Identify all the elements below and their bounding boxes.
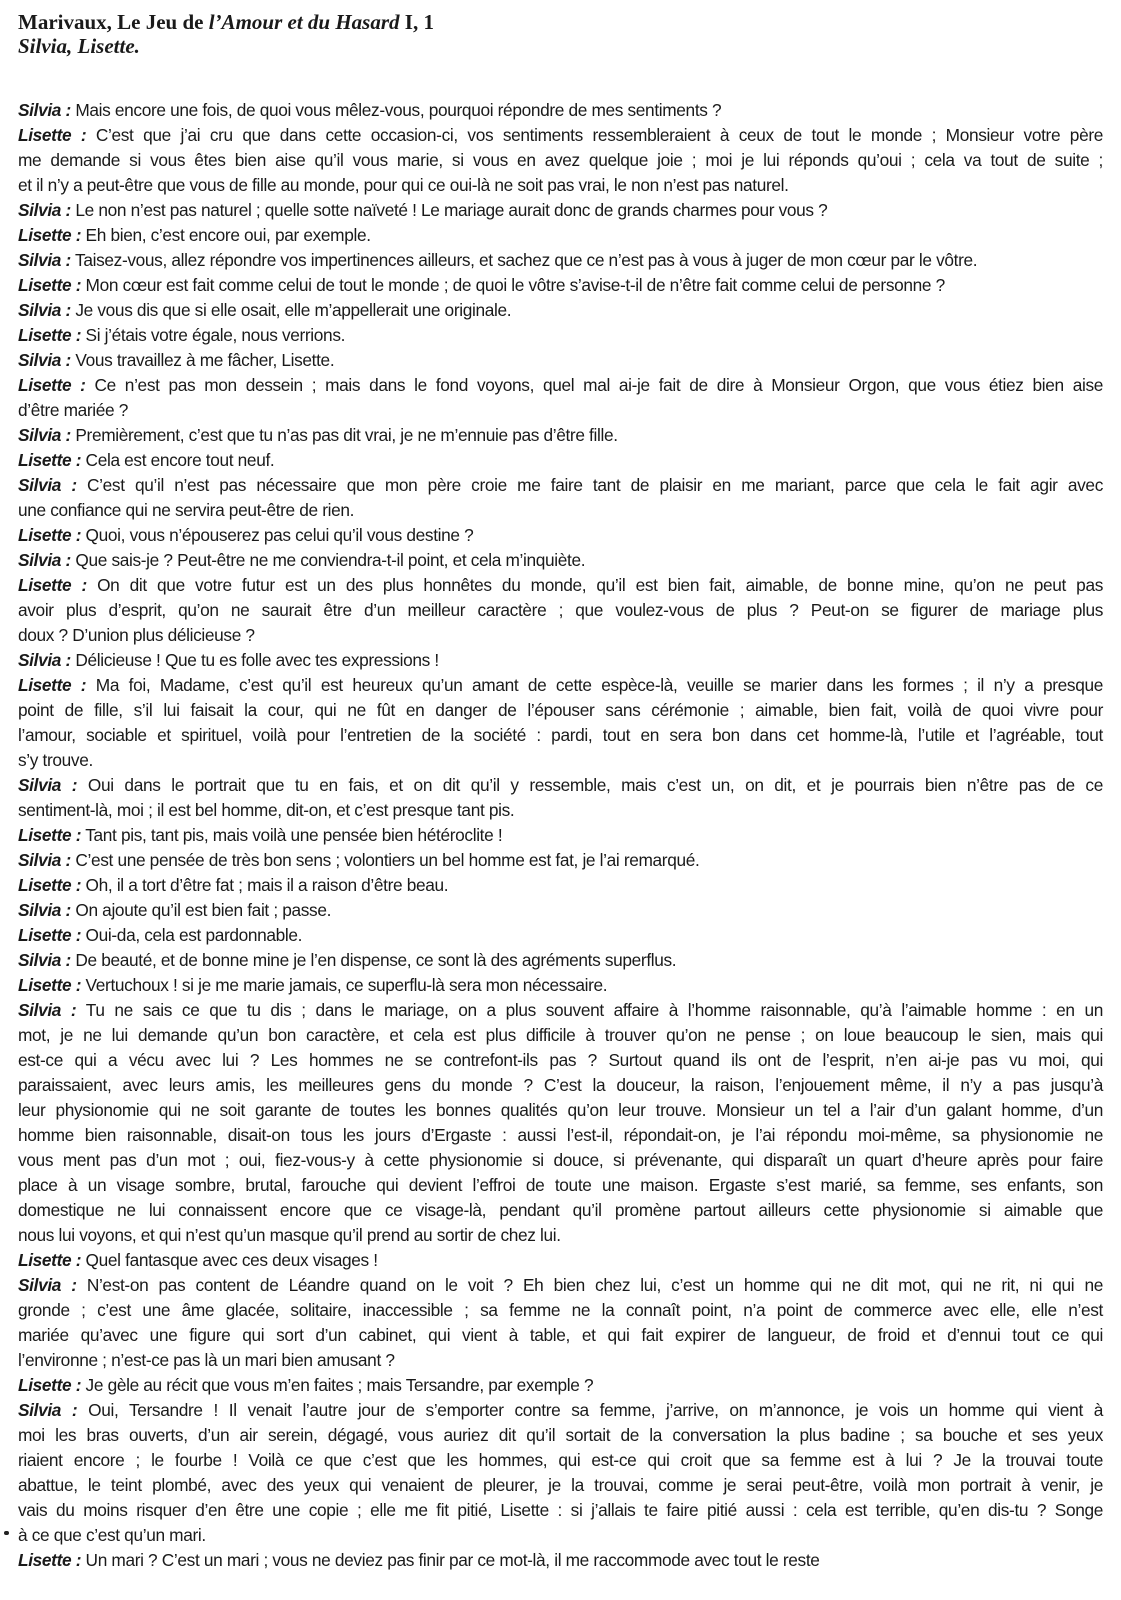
line-text: avoir plus d’esprit, qu’on ne saurait être d’un meilleur caractère ; que voulez-vous de plus ? Peut-on se figurer de mariage plus [18, 600, 1103, 620]
speaker-name: Lisette : [18, 1550, 82, 1570]
dialogue-line [18, 1473, 1103, 1498]
speaker-name: Silvia : [18, 425, 71, 445]
dialogue-line [18, 1423, 1103, 1448]
line-text: sentiment-là, moi ; il est bel homme, dit-on, et c’est presque tant pis. [18, 800, 515, 820]
speaker-name: Silvia : [18, 300, 71, 320]
dialogue-line [18, 148, 1103, 173]
dialogue-line [18, 623, 1103, 648]
line-text: Premièrement, c’est que tu n’as pas dit vrai, je ne m’ennuie pas d’être fille. [70, 425, 618, 445]
dialogue-line [18, 1098, 1103, 1123]
dialogue-line [18, 973, 1103, 998]
dialogue-line [18, 1448, 1103, 1473]
line-text: C’est que j’ai cru que dans cette occasion-ci, vos sentiments ressembleraient à ceux de tout le monde ; Monsieur votre père [86, 125, 1103, 145]
line-text: Que sais-je ? Peut-être ne me conviendra-t-il point, et cela m’inquiète. [70, 550, 586, 570]
title-text: Marivaux, Le Jeu de [18, 10, 209, 34]
line-text: Oui-da, cela est pardonnable. [81, 925, 303, 945]
dialogue-line [18, 323, 1103, 348]
dialogue-line [18, 1198, 1103, 1223]
line-text: l’environne ; n’est-ce pas là un mari bien amusant ? [18, 1350, 395, 1370]
line-text: Un mari ? C’est un mari ; vous ne deviez pas finir par ce mot-là, il me raccommode avec tout le reste [81, 1550, 820, 1570]
line-text: Si j’étais votre égale, nous verrions. [81, 325, 346, 345]
line-text: moi les bras ouverts, d’un air serein, dégagé, vous auriez dit qu’il sortait de la conversation la plus badine ; sa bouche et ses yeux [18, 1425, 1103, 1445]
line-text: une confiance qui ne servira peut-être de rien. [18, 500, 355, 520]
speaker-name: Silvia : [18, 1275, 77, 1295]
line-text: N’est-on pas content de Léandre quand on le voit ? Eh bien chez lui, c’est un homme qui ne dit mot, qui ne rit, ni qui ne [76, 1275, 1103, 1295]
dialogue-line [18, 523, 1103, 548]
speaker-name: Silvia : [18, 850, 71, 870]
dialogue-line [18, 498, 1103, 523]
speaker-name: Lisette : [18, 375, 86, 395]
line-text: Délicieuse ! Que tu es folle avec tes expressions ! [70, 650, 439, 670]
dialogue-line [18, 848, 1103, 873]
line-text: Vous travaillez à me fâcher, Lisette. [70, 350, 335, 370]
line-text: Ma foi, Madame, c’est qu’il est heureux qu’un amant de cette espèce-là, veuille se marier dans les formes ; il n’y a presque [86, 675, 1104, 695]
line-text: Oui dans le portrait que tu en fais, et on dit qu’il y ressemble, mais c’est un, on dit, et je pourrais bien n’être pas de ce [77, 775, 1103, 795]
line-text: riaient encore ; le fourbe ! Voilà ce que c’est que les hommes, qui est-ce qui croit que sa femme est à lui ? Je la trouvai toute [18, 1450, 1103, 1470]
document-page [18, 10, 1103, 1573]
line-text: C’est qu’il n’est pas nécessaire que mon père croie me faire tant de plaisir en me mariant, parce que cela le fait agir avec [76, 475, 1103, 495]
dialogue-line [18, 998, 1103, 1023]
speaker-name: Silvia : [18, 550, 71, 570]
line-text: mot, je ne lui demande qu’un bon caractère, et cela est plus difficile à trouver qu’on ne pense ; on loue beaucoup le sien, mais qui [18, 1025, 1103, 1045]
dialogue-line [18, 98, 1103, 123]
dialogue-line [18, 1123, 1103, 1148]
scan-speck [4, 1531, 9, 1535]
dialogue-line [18, 1348, 1103, 1373]
dialogue-line [18, 1148, 1103, 1173]
line-text: mariée qu’avec une figure qui sort d’un cabinet, qui vient à table, et qui fait expirer de langueur, de froid et d’ennui tout ce qui [18, 1325, 1103, 1345]
characters-list: Silvia, Lisette. [18, 34, 140, 58]
dialogue-line [18, 1373, 1103, 1398]
dialogue-line [18, 1548, 1103, 1573]
speaker-name: Lisette : [18, 925, 82, 945]
dialogue-line [18, 1523, 1103, 1548]
dialogue-line [18, 948, 1103, 973]
speaker-name: Lisette : [18, 525, 82, 545]
dialogue-line [18, 123, 1103, 148]
dialogue-text [18, 98, 1103, 1573]
line-text: Le non n’est pas naturel ; quelle sotte naïveté ! Le mariage aurait donc de grands charmes pour vous ? [70, 200, 828, 220]
speaker-name: Lisette : [18, 575, 87, 595]
line-text: Eh bien, c’est encore oui, par exemple. [81, 225, 371, 245]
play-title: l’Amour et du Hasard [208, 10, 400, 34]
line-text: vais du moins risquer d’en être une copie ; elle me fit pitié, Lisette : si j’allais te faire pitié aussi : cela est terrible, qu’en dis-tu ? Songe [18, 1500, 1103, 1520]
dialogue-line [18, 1048, 1103, 1073]
line-text: paraissaient, avec leurs amis, les meilleures gens du monde ? C’est la douceur, la raison, l’enjouement même, il n’y a pas jusqu’à [18, 1075, 1103, 1095]
line-text: homme bien raisonnable, disait-on tous les jours d’Ergaste : aussi l’est-il, répondait-on, je l’ai répondu moi-même, sa physionomie ne [18, 1125, 1103, 1145]
line-text: Taisez-vous, allez répondre vos impertinences ailleurs, et sachez que ce n’est pas à vous à juger de mon cœur par le vôtre. [70, 250, 978, 270]
line-text: C’est une pensée de très bon sens ; volontiers un bel homme est fat, je l’ai remarqué. [70, 850, 700, 870]
line-text: Mais encore une fois, de quoi vous mêlez-vous, pourquoi répondre de mes sentiments ? [70, 100, 722, 120]
dialogue-line [18, 223, 1103, 248]
line-text: Tant pis, tant pis, mais voilà une pensée bien hétéroclite ! [81, 825, 503, 845]
line-text: point de fille, s’il lui faisait la cour, qui ne fût en danger de l’épouser sans cérémonie ; aimable, bien fait, voilà de quoi vivre pour [18, 700, 1103, 720]
line-text: On dit que votre futur est un des plus honnêtes du monde, qu’il est bien fait, aimable, de bonne mine, qu’on ne peut pas [86, 575, 1103, 595]
speaker-name: Silvia : [18, 900, 71, 920]
line-text: Oh, il a tort d’être fat ; mais il a raison d’être beau. [81, 875, 449, 895]
line-text: doux ? D’union plus délicieuse ? [18, 625, 255, 645]
dialogue-line [18, 448, 1103, 473]
line-text: Vertuchoux ! si je me marie jamais, ce superflu-là sera mon nécessaire. [81, 975, 608, 995]
speaker-name: Lisette : [18, 125, 87, 145]
line-text: Je gèle au récit que vous m’en faites ; mais Tersandre, par exemple ? [81, 1375, 594, 1395]
speaker-name: Lisette : [18, 450, 82, 470]
speaker-name: Silvia : [18, 775, 78, 795]
dialogue-line [18, 248, 1103, 273]
speaker-name: Silvia : [18, 200, 71, 220]
line-text: abattue, le teint plombé, avec des yeux qui venaient de pleurer, je la trouvai, comme je serai peut-être, voilà mon portrait à venir, je [18, 1475, 1103, 1495]
line-text: me demande si vous êtes bien aise qu’il vous marie, si vous en avez quelque joie ; moi je lui réponds qu’oui ; cela va tout de suite ; [18, 150, 1103, 170]
speaker-name: Lisette : [18, 275, 82, 295]
speaker-name: Lisette : [18, 1250, 82, 1270]
dialogue-line [18, 673, 1103, 698]
dialogue-line [18, 1498, 1103, 1523]
dialogue-line [18, 1248, 1103, 1273]
line-text: et il n’y a peut-être que vous de fille au monde, pour qui ce oui-là ne soit pas vrai, le non n’est pas naturel. [18, 175, 789, 195]
dialogue-line [18, 348, 1103, 373]
dialogue-line [18, 873, 1103, 898]
dialogue-line [18, 1273, 1103, 1298]
line-text: l’amour, sociable et spirituel, voilà pour l’entretien de la société : pardi, tout en sera bon dans cet homme-là, l’utile et l’agréable, tout [18, 725, 1103, 745]
dialogue-line [18, 1023, 1103, 1048]
line-text: Cela est encore tout neuf. [81, 450, 275, 470]
line-text: gronde ; c’est une âme glacée, solitaire, inaccessible ; sa femme ne la connaît point, n’a point de commerce avec elle, elle n’est [18, 1300, 1103, 1320]
speaker-name: Silvia : [18, 100, 71, 120]
dialogue-line [18, 1223, 1103, 1248]
line-text: Mon cœur est fait comme celui de tout le monde ; de quoi le vôtre s’avise-t-il de n’être fait comme celui de personne ? [81, 275, 945, 295]
speaker-name: Lisette : [18, 675, 87, 695]
dialogue-line [18, 723, 1103, 748]
dialogue-line [18, 798, 1103, 823]
speaker-name: Lisette : [18, 1375, 82, 1395]
dialogue-line [18, 398, 1103, 423]
line-text: De beauté, et de bonne mine je l’en dispense, ce sont là des agréments superflus. [70, 950, 677, 970]
dialogue-line [18, 423, 1103, 448]
scene-reference: I, 1 [399, 10, 434, 34]
speaker-name: Lisette : [18, 875, 82, 895]
line-text: Tu ne sais ce que tu dis ; dans le mariage, on a plus souvent affaire à l’homme raisonnable, qu’à l’aimable homme : en un [76, 1000, 1103, 1020]
document-title [18, 10, 1103, 34]
speaker-name: Silvia : [18, 250, 71, 270]
dialogue-line [18, 748, 1103, 773]
dialogue-line [18, 1398, 1103, 1423]
line-text: vous ment pas d’un mot ; oui, fiez-vous-y à cette physionomie si douce, si prévenante, qui disparaît un quart d’heure après pour faire [18, 1150, 1103, 1170]
dialogue-line [18, 173, 1103, 198]
speaker-name: Silvia : [18, 350, 71, 370]
line-text: domestique ne lui connaissent encore que ce visage-là, pendant qu’il promène partout ailleurs cette physionomie si aimable que [18, 1200, 1103, 1220]
line-text: nous lui voyons, et qui n’est qu’un masque qu’il prend au sortir de chez lui. [18, 1225, 561, 1245]
speaker-name: Silvia : [18, 475, 77, 495]
dialogue-line [18, 373, 1103, 398]
line-text: d’être mariée ? [18, 400, 129, 420]
dialogue-line [18, 298, 1103, 323]
speaker-name: Lisette : [18, 325, 82, 345]
dialogue-line [18, 548, 1103, 573]
dialogue-line [18, 1173, 1103, 1198]
line-text: place à un visage sombre, brutal, farouche qui devient l’effroi de toute une maison. Ergaste s’est marié, sa femme, ses enfants, son [18, 1175, 1103, 1195]
speaker-name: Lisette : [18, 225, 82, 245]
dialogue-line [18, 1298, 1103, 1323]
speaker-name: Lisette : [18, 825, 82, 845]
line-text: leur physionomie qui ne soit garante de toutes les bonnes qualités qu’on leur trouve. Monsieur un tel a l’air d’un galant homme, d’un [18, 1100, 1103, 1120]
dialogue-line [18, 823, 1103, 848]
dialogue-line [18, 923, 1103, 948]
speaker-name: Silvia : [18, 1400, 78, 1420]
line-text: est-ce qui a vécu avec lui ? Les hommes ne se contrefont-ils pas ? Surtout quand ils ont de l’esprit, n’en ai-je pas vu moi, qui [18, 1050, 1103, 1070]
dialogue-line [18, 598, 1103, 623]
line-text: On ajoute qu’il est bien fait ; passe. [70, 900, 332, 920]
dialogue-line [18, 198, 1103, 223]
line-text: Oui, Tersandre ! Il venait l’autre jour de s’emporter contre sa femme, j’arrive, on m’annonce, je vois un homme qui vient à [77, 1400, 1103, 1420]
dialogue-line [18, 273, 1103, 298]
speaker-name: Lisette : [18, 975, 82, 995]
speaker-name: Silvia : [18, 650, 71, 670]
line-text: Ce n’est pas mon dessein ; mais dans le fond voyons, quel mal ai-je fait de dire à Monsieur Orgon, que vous étiez bien aise [85, 375, 1103, 395]
dialogue-line [18, 1073, 1103, 1098]
line-text: à ce que c’est qu’un mari. [18, 1525, 206, 1545]
dialogue-line [18, 773, 1103, 798]
dialogue-line [18, 473, 1103, 498]
line-text: Quel fantasque avec ces deux visages ! [81, 1250, 378, 1270]
dialogue-line [18, 698, 1103, 723]
dialogue-line [18, 573, 1103, 598]
dialogue-line [18, 898, 1103, 923]
speaker-name: Silvia : [18, 1000, 77, 1020]
dialogue-line [18, 1323, 1103, 1348]
line-text: s’y trouve. [18, 750, 93, 770]
speaker-name: Silvia : [18, 950, 71, 970]
line-text: Quoi, vous n’épouserez pas celui qu’il vous destine ? [81, 525, 474, 545]
line-text: Je vous dis que si elle osait, elle m’appellerait une originale. [70, 300, 512, 320]
dialogue-line [18, 648, 1103, 673]
